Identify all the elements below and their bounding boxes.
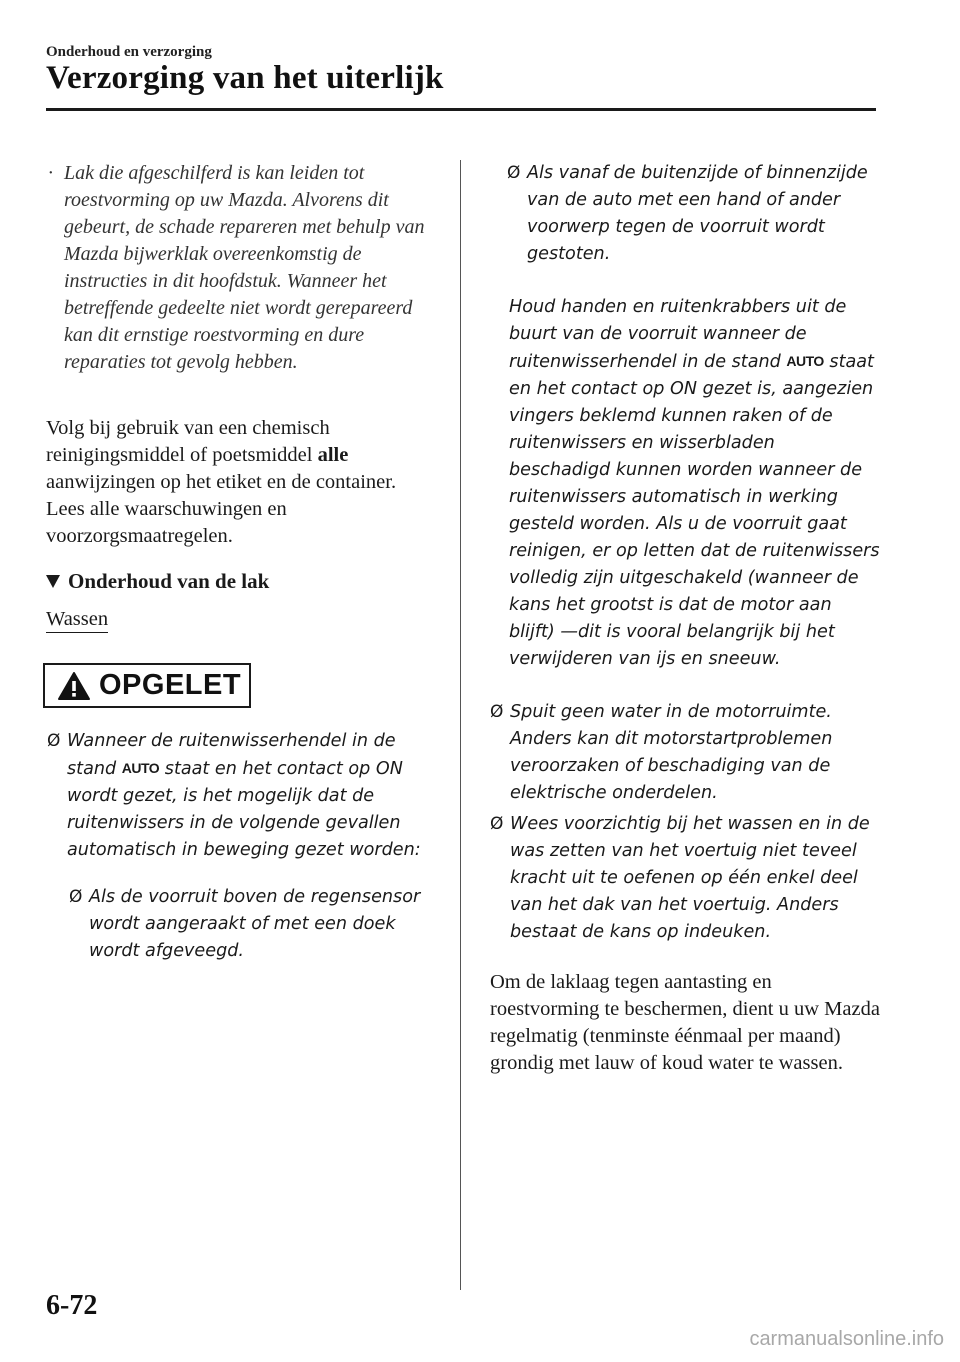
arrow-bullet-icon: Ø: [69, 887, 83, 907]
auto-symbol: AUTO: [121, 760, 160, 776]
section-heading-text: Onderhoud van de lak: [68, 569, 270, 593]
title-rule: [46, 108, 876, 111]
section-heading: [46, 569, 436, 594]
caution-box: [43, 663, 251, 708]
auto-symbol: AUTO: [786, 353, 824, 369]
right-column: [490, 160, 880, 1077]
arrow-bullet-icon: Ø: [507, 163, 521, 183]
para1-pre: Volg bij gebruik van een chemisch reinigingsmiddel of poetsmiddel: [46, 417, 330, 466]
chemical-cleaner-paragraph: [46, 415, 436, 550]
column-divider: [460, 160, 461, 1290]
page-title: Verzorging van het uiterlijk: [46, 60, 444, 96]
para1-post: aanwijzingen op het etiket en de container. Lees alle waarschuwingen en voorzorgsmaatregelen.: [46, 471, 397, 547]
item1-pre: Wanneer de ruitenwisserhendel in de stand: [67, 731, 396, 779]
note-text: Lak die afgeschilferd is kan leiden tot roestvorming op uw Mazda. Alvorens dit gebeurt, de schade repareren met behulp van Mazda bijwerklak overeenkomstig de instructies in dit hoofdstuk. Wanneer het betreffende gedeelte niet wordt gerepareerd kan dit ernstige roestvorming en dure reparaties tot gevolg hebben.: [64, 162, 425, 373]
warning-triangle-icon: [57, 671, 91, 701]
caution-label: OPGELET: [99, 669, 242, 701]
triangle-down-icon: [46, 575, 60, 588]
note-paragraph: [46, 160, 436, 376]
item2-text: Spuit geen water in de motorruimte. Anders kan dit motorstartproblemen veroorzaken of beschadiging van de elektrische onderdelen.: [510, 702, 833, 803]
arrow-bullet-icon: Ø: [47, 731, 61, 751]
arrow-bullet-icon: Ø: [490, 702, 504, 722]
subheading-wassen: Wassen: [46, 608, 108, 633]
caution-subitem-1: [69, 884, 436, 965]
page-number: 6-72: [46, 1290, 98, 1321]
left-column: [46, 160, 436, 965]
arrow-bullet-icon: Ø: [490, 814, 504, 834]
para1-bold: alle: [317, 444, 349, 466]
caution-item-1: [47, 728, 436, 864]
caution-wrap: [43, 663, 436, 708]
bullet-dot: ·: [48, 162, 53, 184]
subheading-wrap: [46, 608, 436, 633]
para-pre: Houd handen en ruitenkrabbers uit de buurt van de voorruit wanneer de ruitenwisserhendel in de stand: [509, 297, 847, 372]
washing-paragraph: Om de laklaag tegen aantasting en roestvorming te beschermen, dient u uw Mazda regelmatig (tenminste éénmaal per maand) grondig met lauw of koud water te wassen.: [490, 971, 880, 1074]
caution-item-2: [490, 699, 880, 807]
item1-post: staat en het contact op ON wordt gezet, is het mogelijk dat de ruitenwissers in de volgende gevallen automatisch in beweging gezet worden:: [67, 759, 421, 860]
caution-item-3: [490, 811, 880, 946]
para-post: staat en het contact op ON gezet is, aangezien vingers beklemd kunnen raken of de ruitenwissers en wisserbladen beschadigd kunnen worden wanneer de ruitenwissers automatisch in werking gesteld worden. Als u de voorruit gaat reinigen, er op letten dat de ruitenwissers volledig zijn uitgeschakeld (wanneer de kans het grootst is dat de motor aan blijft) —dit is vooral belangrijk bij het verwijderen van ijs en sneeuw.: [509, 352, 880, 669]
section-label: Onderhoud en verzorging: [46, 44, 212, 60]
caution-subitem-2: [507, 160, 880, 268]
hands-warning-paragraph: [509, 294, 880, 673]
subitem1-text: Als de voorruit boven de regensensor wordt aangeraakt of met een doek wordt afgeveegd.: [89, 887, 421, 961]
subitem2-text: Als vanaf de buitenzijde of binnenzijde van de auto met een hand of ander voorwerp tegen de voorruit wordt gestoten.: [527, 163, 868, 264]
item3-text: Wees voorzichtig bij het wassen en in de was zetten van het voertuig niet teveel kracht uit te oefenen op één enkel deel van het dak van het voertuig. Anders bestaat de kans op indeuken.: [510, 814, 870, 942]
watermark: carmanualsonline.info: [749, 1328, 944, 1350]
